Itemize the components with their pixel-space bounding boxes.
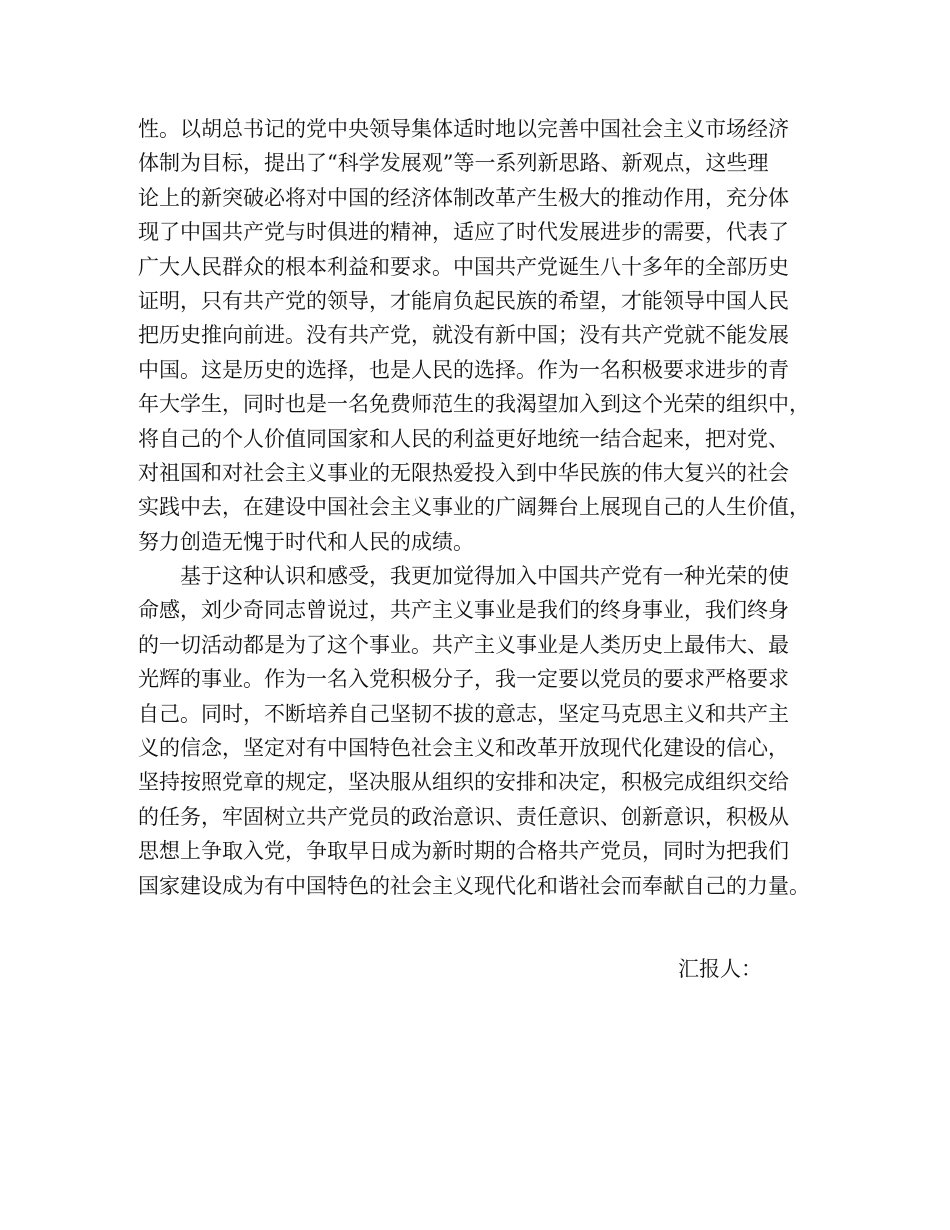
text-line: 的一切活动都是为了这个事业。共产主义事业是人类历史上最伟大、最 (138, 632, 789, 657)
text-line: 的任务，牢固树立共产党员的政治意识、责任意识、创新意识，积极从 (138, 804, 789, 829)
text-line: 实践中去，在建设中国社会主义事业的广阔舞台上展现自己的人生价值， (138, 495, 810, 520)
text-line: 性。以胡总书记的党中央领导集体适时地以完善中国社会主义市场经济 (138, 117, 789, 141)
text-line: 义的信念，坚定对有中国特色社会主义和改革开放现代化建设的信心， (138, 736, 789, 761)
text-line: 论上的新突破必将对中国的经济体制改革产生极大的推动作用，充分体 (138, 185, 789, 210)
paragraph-1 (138, 112, 838, 559)
text-line: 把历史推向前进。没有共产党，就没有新中国；没有共产党就不能发展 (138, 323, 789, 348)
signature-label: 汇报人： (678, 957, 762, 981)
text-line: 国家建设成为有中国特色的社会主义现代化和谐社会而奉献自己的力量。 (138, 873, 810, 898)
text-line: 将自己的个人价值同国家和人民的利益更好地统一结合起来，把对党、 (138, 426, 789, 451)
paragraph-2 (138, 559, 838, 903)
document-body (138, 112, 838, 903)
text-line: 思想上争取入党，争取早日成为新时期的合格共产党员，同时为把我们 (138, 839, 789, 864)
text-line: 基于这种认识和感受，我更加觉得加入中国共产党有一种光荣的使 (180, 564, 789, 589)
text-line: 努力创造无愧于时代和人民的成绩。 (138, 529, 474, 554)
text-line: 命感，刘少奇同志曾说过，共产主义事业是我们的终身事业，我们终身 (138, 598, 789, 623)
text-line: 年大学生，同时也是一名免费师范生的我渴望加入到这个光荣的组织中， (138, 392, 810, 417)
text-line: 光辉的事业。作为一名入党积极分子，我一定要以党员的要求严格要求 (138, 667, 789, 692)
text-line: 中国。这是历史的选择，也是人民的选择。作为一名积极要求进步的青 (138, 357, 789, 382)
text-line: 广大人民群众的根本利益和要求。中国共产党诞生八十多年的全部历史 (138, 254, 789, 279)
text-line: 自己。同时，不断培养自己坚韧不拔的意志，坚定马克思主义和共产主 (138, 701, 789, 726)
text-line: 体制为目标，提出了“科学发展观”等一系列新思路、新观点，这些理 (138, 151, 769, 176)
text-line: 现了中国共产党与时俱进的精神，适应了时代发展进步的需要，代表了 (138, 220, 789, 245)
text-line: 对祖国和对社会主义事业的无限热爱投入到中华民族的伟大复兴的社会 (138, 460, 789, 485)
text-line: 证明，只有共产党的领导，才能肩负起民族的希望，才能领导中国人民 (138, 288, 789, 313)
text-line: 坚持按照党章的规定，坚决服从组织的安排和决定，积极完成组织交给 (138, 770, 789, 795)
